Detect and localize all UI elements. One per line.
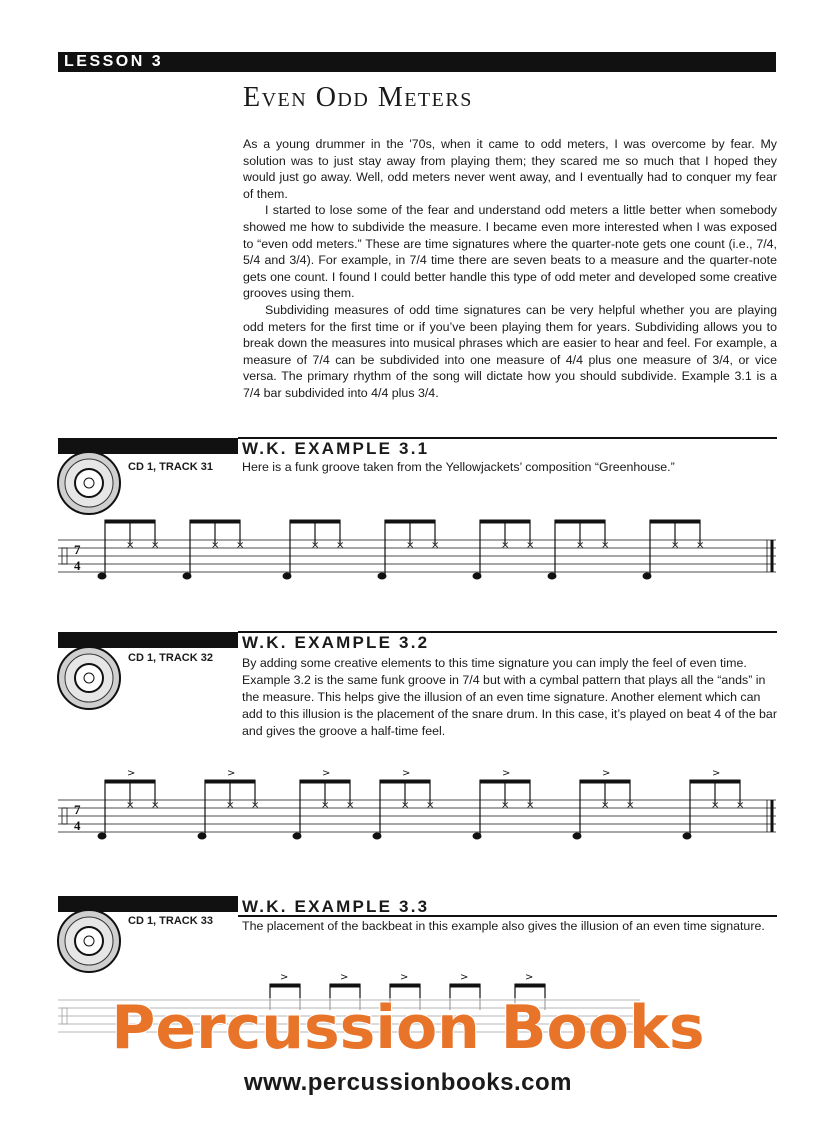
accent-mark: > (525, 972, 534, 983)
hihat-note: × (736, 800, 745, 811)
accent-mark: > (280, 972, 289, 983)
accent-mark: > (322, 768, 331, 779)
banner-title: Percussion Books (111, 993, 705, 1063)
hihat-note: × (576, 540, 585, 551)
track-label: CD 1, TRACK 32 (128, 652, 213, 664)
note-beam (330, 984, 360, 987)
hihat-note: × (501, 800, 510, 811)
accent-mark: > (227, 768, 236, 779)
example-text: Here is a funk groove taken from the Yellowjackets’ composition “Greenhouse.” (242, 460, 675, 474)
paragraph: Subdividing measures of odd time signatures can be very helpful whether you are playing odd meters for the first time or if you’ve been playing them for years. Subdividing allows you to break down the measures into musical phrases which are easier to hear and feel. For example, a measure of 7/4 can be subdivided into one measure of 4/4 plus one measure of 3/4, or vice versa. The primary rhythm of the song will dictate how you should subdivide. Example 3.1 is a 7/4 bar subdivided into 4/4 plus 3/4. (243, 302, 777, 400)
time-sig-bottom: 4 (74, 818, 81, 833)
hihat-note: × (336, 540, 345, 551)
note-beam (270, 984, 300, 987)
bass-drum-note (473, 573, 481, 579)
hihat-note: × (671, 540, 680, 551)
note-beam (380, 780, 430, 783)
paragraph: As a young drummer in the '70s, when it came to odd meters, I was overcome by fear. My solution was to just stay away from playing them; they scared me so much that I hoped they would just go away. Well, odd meters never went away, and I eventually had to conquer my fear of them. (243, 137, 777, 201)
accent-mark: > (402, 768, 411, 779)
example-text: The placement of the backbeat in this example also gives the illusion of an even time signature. (242, 919, 765, 933)
bass-drum-note (548, 573, 556, 579)
hihat-note: × (321, 800, 330, 811)
hihat-note: × (236, 540, 245, 551)
note-beam (105, 520, 155, 523)
accent-mark: > (712, 768, 721, 779)
note-beam (190, 520, 240, 523)
time-sig-bottom: 4 (74, 558, 81, 573)
hihat-note: × (626, 800, 635, 811)
bass-drum-note (293, 833, 301, 839)
hihat-note: × (311, 540, 320, 551)
hihat-note: × (151, 540, 160, 551)
note-beam (105, 780, 155, 783)
accent-mark: > (502, 768, 511, 779)
bass-drum-note (573, 833, 581, 839)
hihat-note: × (401, 800, 410, 811)
hihat-note: × (406, 540, 415, 551)
accent-mark: > (460, 972, 469, 983)
note-beam (205, 780, 255, 783)
bass-drum-note (183, 573, 191, 579)
watermark-banner (0, 990, 816, 1070)
note-beam (300, 780, 350, 783)
hihat-note: × (601, 800, 610, 811)
example-title: W.K. EXAMPLE 3.1 (242, 439, 430, 458)
hihat-note: × (226, 800, 235, 811)
note-beam (480, 520, 530, 523)
note-beam (515, 984, 545, 987)
bass-drum-note (373, 833, 381, 839)
hihat-note: × (126, 800, 135, 811)
example-title: W.K. EXAMPLE 3.3 (242, 897, 430, 916)
hihat-note: × (251, 800, 260, 811)
bass-drum-note (683, 833, 691, 839)
accent-mark: > (400, 972, 409, 983)
note-beam (390, 984, 420, 987)
page-title: Even Odd Meters (243, 82, 473, 113)
bass-drum-note (198, 833, 206, 839)
hihat-note: × (501, 540, 510, 551)
note-beam (290, 520, 340, 523)
note-beam (555, 520, 605, 523)
note-beam (690, 780, 740, 783)
hihat-note: × (696, 540, 705, 551)
hihat-note: × (426, 800, 435, 811)
hihat-note: × (346, 800, 355, 811)
time-sig-top: 7 (74, 802, 81, 817)
track-label: CD 1, TRACK 31 (128, 461, 213, 473)
hihat-note: × (526, 800, 535, 811)
hihat-note: × (126, 540, 135, 551)
banner-url: www.percussionbooks.com (243, 1069, 572, 1096)
bass-drum-note (98, 833, 106, 839)
bass-drum-note (643, 573, 651, 579)
example-title: W.K. EXAMPLE 3.2 (242, 633, 430, 652)
hihat-note: × (211, 540, 220, 551)
lesson-label: LESSON 3 (64, 53, 164, 70)
hihat-note: × (711, 800, 720, 811)
hihat-note: × (526, 540, 535, 551)
track-label: CD 1, TRACK 33 (128, 915, 213, 927)
note-beam (580, 780, 630, 783)
hihat-note: × (431, 540, 440, 551)
hihat-note: × (601, 540, 610, 551)
time-sig-top: 7 (74, 542, 81, 557)
note-beam (480, 780, 530, 783)
bass-drum-note (283, 573, 291, 579)
accent-mark: > (602, 768, 611, 779)
paragraph: I started to lose some of the fear and understand odd meters a little better when somebody showed me how to subdivide the measure. I became even more interested when I was exposed to “even odd meters.” These are time signatures where the quarter-note gets one count (i.e., 7/4, 5/4 and 3/4). For example, in 7/4 time there are seven beats to a measure and the quarter-note gets one count. I found I could better handle this type of odd meter and developed some creative grooves using them. (243, 203, 777, 301)
accent-mark: > (340, 972, 349, 983)
note-beam (450, 984, 480, 987)
bass-drum-note (473, 833, 481, 839)
accent-mark: > (127, 768, 136, 779)
example-text: By adding some creative elements to this time signature you can imply the feel of even time. Example 3.2 is the same funk groove in 7/4 but with a cymbal pattern that plays all the “ands” in the measure. This helps give the illusion of an even time signature. Another element which can add to this illusion is the placement of the snare drum. In this case, it’s played on beat 4 of the bar and gives the groove a half-time feel. (242, 656, 777, 738)
note-beam (650, 520, 700, 523)
bass-drum-note (98, 573, 106, 579)
note-beam (385, 520, 435, 523)
hihat-note: × (151, 800, 160, 811)
bass-drum-note (378, 573, 386, 579)
